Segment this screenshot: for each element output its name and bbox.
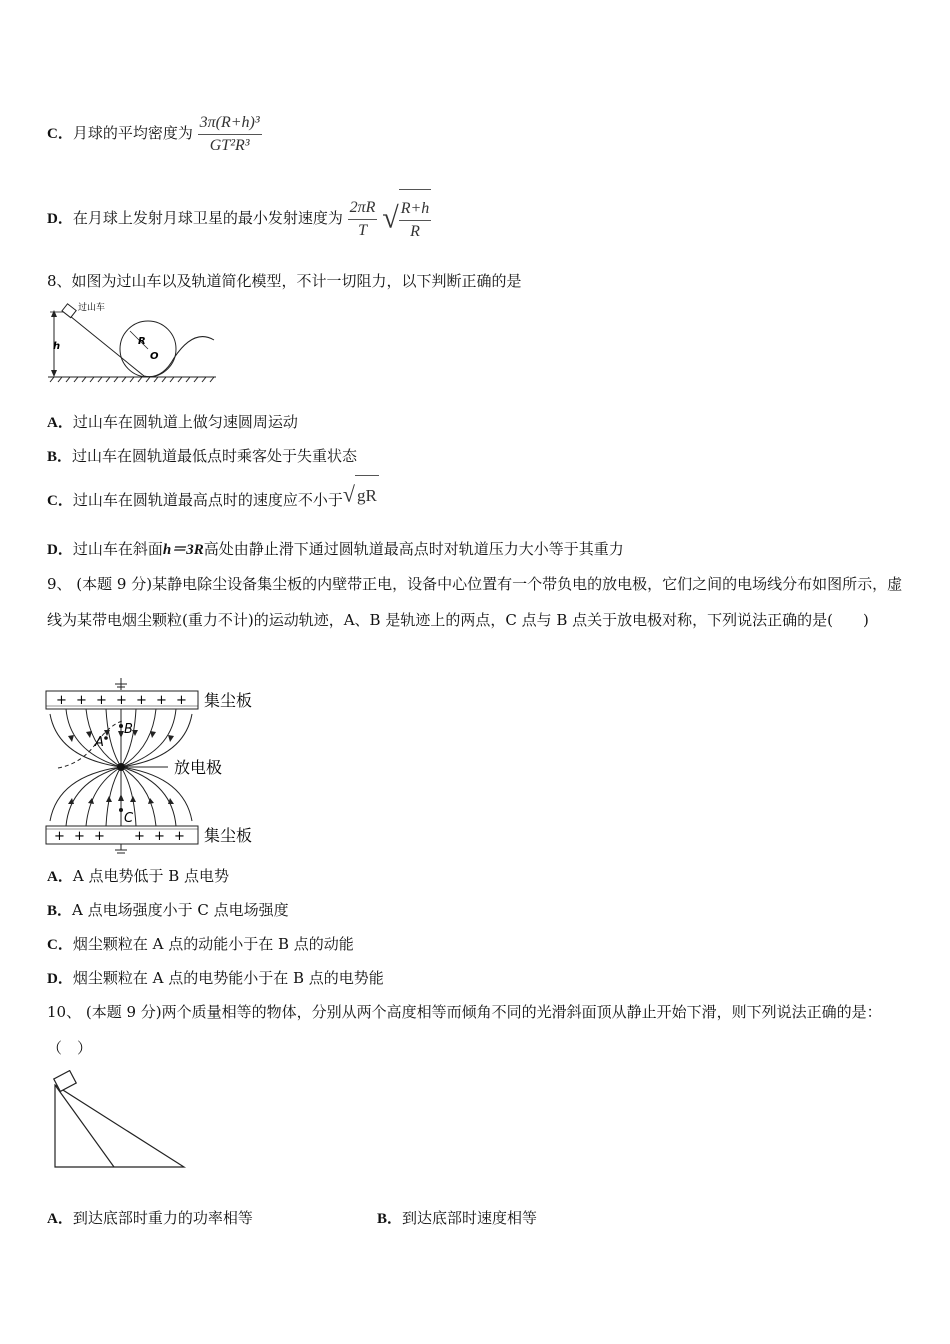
radicand-denominator: R [410,222,420,240]
option-text: 在月球上发射月球卫星的最小发射速度为 [72,209,343,227]
steeper-incline [55,1085,114,1167]
option-letter: B． [47,449,73,465]
option-text: A 点电势低于 B 点电势 [72,867,230,885]
sqrt-gr [343,474,379,515]
option-letter: D． [47,971,73,987]
plus-sign: + [56,693,67,708]
incline-outline [55,1085,184,1167]
q10-option-a [47,1207,253,1230]
formula-denominator: T [358,221,367,239]
precipitator-figure [40,676,270,856]
bottom-ground [115,844,127,853]
q9-option-c [47,933,354,956]
radicand-numerator: R+h [399,198,432,221]
option-letter: C． [47,126,73,142]
plus-sign: + [54,829,65,844]
point-c-dot [119,808,123,812]
plus-sign: + [176,693,187,708]
roller-coaster-figure [44,298,224,388]
option-text: 过山车在圆轨道最高点时的速度应不小于 [72,491,343,509]
option-text: 烟尘颗粒在 A 点的动能小于在 B 点的动能 [72,935,354,953]
arrow-head-up [51,310,57,317]
height-label: h [53,341,61,352]
electrode-label: 放电极 [174,758,223,777]
option-text: 烟尘颗粒在 A 点的电势能小于在 B 点的电势能 [72,969,384,987]
option-letter: C． [47,493,73,509]
option-text: 过山车在圆轨道上做匀速圆周运动 [72,413,298,431]
option-text: A 点电场强度小于 C 点电场强度 [72,901,289,919]
option-letter: C． [47,937,73,953]
formula-denominator: GT²R³ [209,136,250,154]
plus-sign: + [174,829,185,844]
q8-option-b [47,445,357,468]
option-text-a: 过山车在斜面 [72,540,163,558]
radical-sign: √ [342,482,355,508]
option-text-b: 高处由静止滑下通过圆轨道最高点时对轨道压力大小等于其重力 [203,540,624,558]
velocity-fraction [348,197,378,242]
option-letter: A． [47,1211,73,1227]
sqrt-expression [382,188,431,249]
q10-stem: 10、 (本题 9 分)两个质量相等的物体，分别从两个高度相等而倾角不同的光滑斜面顶从静止开始下滑，则下列说法正确的是：（ ） [47,1003,882,1057]
q8-stem: 8、如图为过山车以及轨道简化模型，不计一切阻力，以下判断正确的是 [47,272,522,290]
option-text: 到达底部时速度相等 [402,1209,538,1227]
formula-numerator: 3π(R+h)³ [198,112,262,135]
plus-sign: + [94,829,105,844]
bottom-plate-label: 集尘板 [204,826,253,845]
plus-sign: + [76,693,87,708]
top-ground [115,678,127,690]
option-text: 过山车在圆轨道最低点时乘客处于失重状态 [72,447,358,465]
point-c-label: C [124,811,134,826]
plus-sign: + [154,829,165,844]
coaster-car [62,304,76,318]
q8-option-c [47,480,379,520]
incline-figure [48,1070,193,1172]
plus-sign: + [116,693,127,708]
radicand-fraction [399,198,432,243]
option-letter: A． [47,415,73,431]
radical-sign: √ [382,202,399,236]
plus-sign: + [134,829,145,844]
center-label: O [150,351,159,362]
option-letter: B． [47,903,73,919]
option-text: 到达底部时重力的功率相等 [72,1209,253,1227]
option-math: h＝3R [162,542,204,558]
plus-sign: + [96,693,107,708]
q8-option-a [47,411,298,434]
point-b-dot [119,724,123,728]
point-a-label: A [95,735,104,750]
q9-option-b [47,899,289,922]
arrow-head-down [51,370,57,377]
q7-option-c [47,108,262,158]
density-formula [198,112,262,157]
car-label: 过山车 [78,303,106,313]
q9-stem: 9、 (本题 9 分)某静电除尘设备集尘板的内壁带正电，设备中心位置有一个带负电的放电极，它们之间的电场线分布如图所示，虚线为某带电烟尘颗粒(重力不计)的运动轨迹，A、B 是轨迹上的两点，C 点与 B 点关于放电极对称，下列说法正确的是( ) [47,575,903,629]
q8-option-d [47,538,624,561]
option-letter: D． [47,211,73,227]
radius-label: R [138,336,146,347]
option-text: 月球的平均密度为 [72,124,193,142]
option-letter: D． [47,542,73,558]
q10-option-b [377,1207,537,1230]
top-plate-label: 集尘板 [204,691,253,710]
formula-numerator: 2πR [348,197,378,220]
radicand: gR [355,475,379,516]
point-a-dot [104,736,108,740]
option-letter: A． [47,869,73,885]
plus-sign: + [156,693,167,708]
q9-option-a [47,865,229,888]
plus-sign: + [74,829,85,844]
electrode-dot [117,763,125,771]
option-letter: B． [377,1211,403,1227]
ground-hatching [48,377,216,382]
plus-sign: + [136,693,147,708]
q7-option-d [47,188,431,248]
q9-option-d [47,967,384,990]
point-b-label: B [124,722,133,737]
